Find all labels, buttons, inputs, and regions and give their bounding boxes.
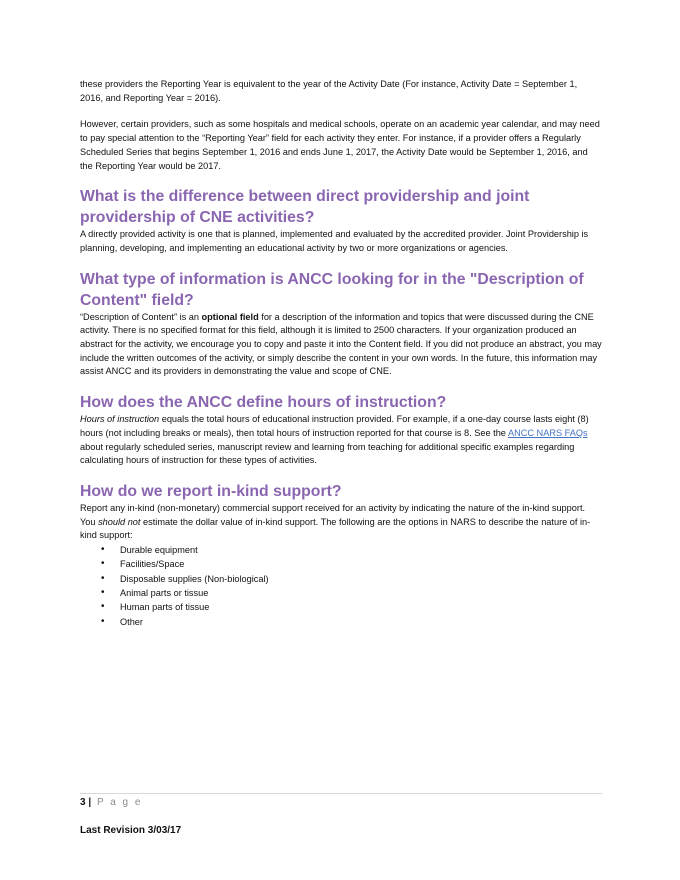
hours-instruction-body bbox=[80, 413, 602, 468]
page-separator: | bbox=[88, 797, 92, 808]
ancc-nars-faqs-link[interactable]: ANCC NARS FAQs bbox=[507, 427, 588, 438]
footer-page-number bbox=[80, 797, 142, 808]
hours-term: Hours of instruction bbox=[80, 414, 160, 425]
heading-direct-joint: What is the difference between direct providership and joint providership of CNE activities? bbox=[80, 188, 530, 227]
heading-description-content: What type of information is ANCC looking for in the "Description of Content" field? bbox=[80, 270, 584, 309]
page-label: P a g e bbox=[96, 797, 143, 808]
inkind-options-list bbox=[80, 543, 602, 629]
heading-hours-instruction: How does the ANCC define hours of instruction? bbox=[80, 394, 447, 412]
hours-body-2: about regularly scheduled series, manuscript review and learning from teaching for additional specific examples regarding calculating hours of instruction for these types of activities. bbox=[80, 441, 575, 466]
list-item: • Other bbox=[80, 615, 602, 629]
list-item: • Disposable supplies (Non-biological) bbox=[80, 572, 602, 586]
optional-field-label: optional field bbox=[201, 311, 259, 322]
heading-inkind-support: How do we report in-kind support? bbox=[80, 482, 342, 500]
intro-paragraph-2: However, certain providers, such as some hospitals and medical schools, operate on an academic year calendar, and may need to pay special attention to the “Reporting Year” field for each activity they enter. For instance, if a provider offers a Regularly Scheduled Series that begins September 1, 2016 and ends June 1, 2017, the Activity Date would be September 1, 2016, and the Reporting Year would be 2017. bbox=[80, 119, 600, 171]
list-item: • Durable equipment bbox=[80, 543, 602, 557]
intro-paragraph-1: these providers the Reporting Year is equivalent to the year of the Activity Date (For instance, Activity Date = September 1, 2016, and Reporting Year = 2016). bbox=[80, 79, 578, 103]
page-number: 3 bbox=[80, 797, 86, 808]
last-revision: Last Revision 3/03/17 bbox=[80, 825, 182, 836]
document-page bbox=[80, 78, 602, 629]
footer-divider bbox=[80, 793, 602, 794]
inkind-body bbox=[80, 502, 602, 543]
direct-joint-body: A directly provided activity is one that is planned, implemented and evaluated by the accredited provider. Joint Providership is planning, developing, and implementing an educational activity by two or more organizations or agencies. bbox=[80, 229, 589, 253]
description-content-body bbox=[80, 311, 602, 380]
hours-body-1: equals the total hours of educational instruction provided. For example, if a one-day course lasts eight (8) hours (not including breaks or meals), then total hours of instruction reported for that course is 8. See the bbox=[80, 414, 589, 438]
list-item: • Animal parts or tissue bbox=[80, 586, 602, 600]
inkind-body-1: Report any in-kind (non-monetary) commercial support received for an activity by indicating the nature of the in-kind support. You bbox=[80, 502, 586, 527]
list-item: • Human parts of tissue bbox=[80, 600, 602, 614]
inkind-body-2: estimate the dollar value of in-kind support. The following are the options in NARS to describe the nature of in-kind support: bbox=[80, 516, 591, 541]
should-not-emphasis: should not bbox=[98, 516, 141, 527]
list-item: • Facilities/Space bbox=[80, 557, 602, 571]
description-body-post: for a description of the information and topics that were discussed during the CNE activity. There is no specified format for this field, although it is limited to 2500 characters. If your organization produced an abstract for the activity, we encourage you to copy and paste it into the Content field. If you did not produce an abstract, you may include the written outcomes of the activity, or simply describe the content in your own words. In the future, this information may assist ANCC and its providers in demonstrating the value and scope of CNE. bbox=[80, 311, 602, 377]
description-body-pre: “Description of Content” is an bbox=[80, 311, 202, 322]
